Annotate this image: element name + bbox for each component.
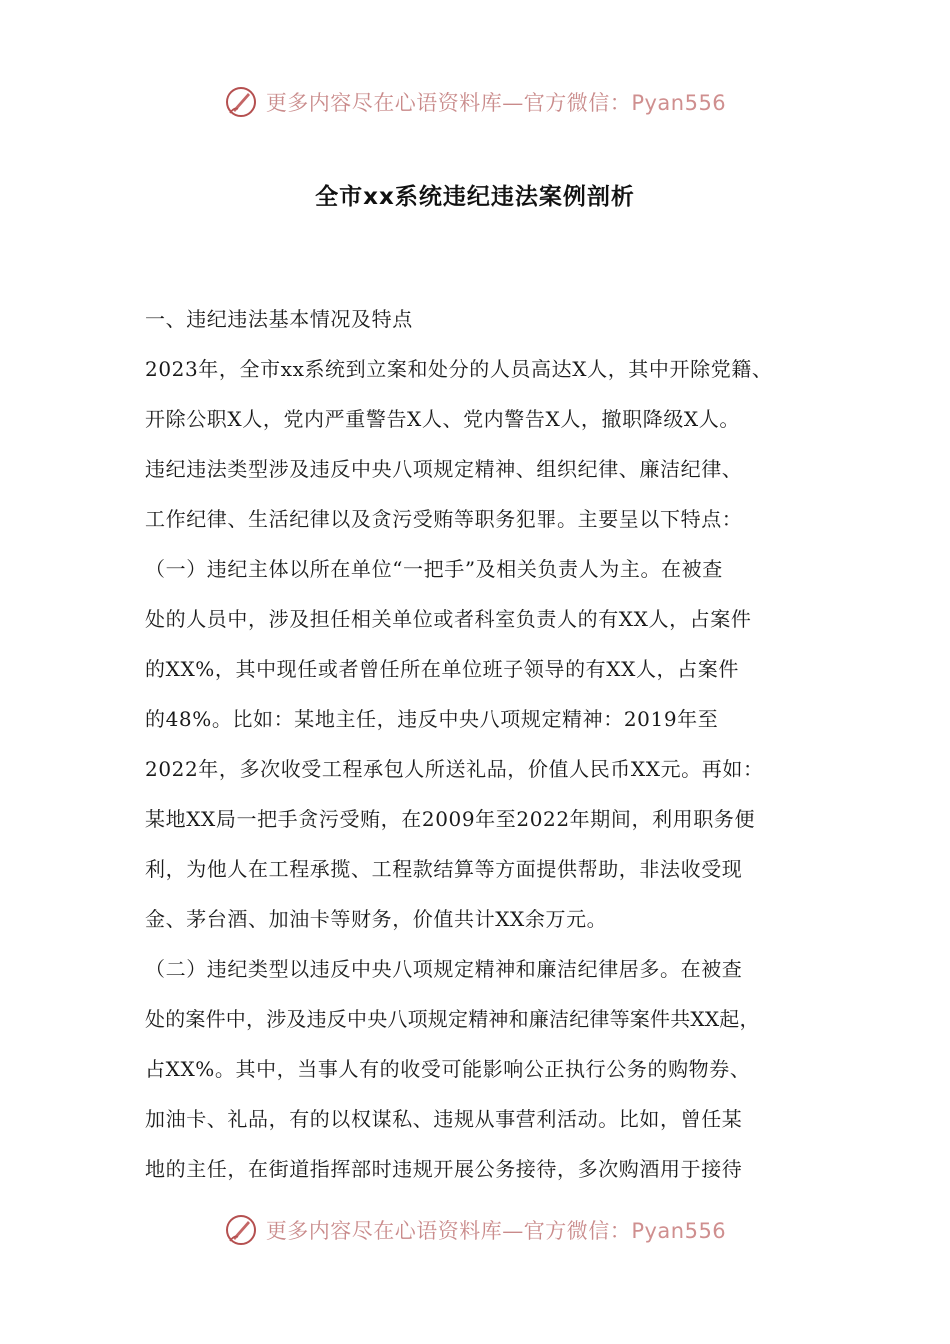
wechat-id: Pyan556 [631,1219,727,1243]
paragraph-line: 处的人员中，涉及担任相关单位或者科室负责人的有XX人，占案件 [145,607,752,631]
wechat-id: Pyan556 [631,91,727,115]
paragraph-line: 的48%。比如：某地主任，违反中央八项规定精神：2019年至 [145,707,719,731]
paragraph-line: 处的案件中，涉及违反中央八项规定精神和廉洁纪律等案件共XX起， [145,1007,760,1031]
document-body [145,298,825,1198]
paragraph-line: 2022年，多次收受工程承包人所送礼品，价值人民币XX元。再如： [145,757,764,781]
paragraph-line: 利，为他人在工程承揽、工程款结算等方面提供帮助，非法收受现 [145,857,743,881]
paragraph-line: 占XX%。其中，当事人有的收受可能影响公正执行公务的购物券、 [145,1057,751,1081]
paragraph-line: 地的主任，在街道指挥部时违规开展公务接待，多次购酒用于接待 [145,1157,743,1181]
paragraph-line: 2023年，全市xx系统到立案和处分的人员高达X人，其中开除党籍、 [145,357,773,381]
watermark-text: 更多内容尽在心语资料库—官方微信：Pyan556 [265,91,727,115]
watermark-text: 更多内容尽在心语资料库—官方微信：Pyan556 [265,1219,727,1243]
subheading-line: （二）违纪类型以违反中央八项规定精神和廉洁纪律居多。在被查 [145,957,743,981]
quill-logo-icon [224,1213,258,1247]
paragraph-line: 金、茅台酒、加油卡等财务，价值共计XX余万元。 [145,907,608,931]
subheading-line: （一）违纪主体以所在单位“一把手”及相关负责人为主。在被查 [145,557,723,581]
paragraph-line: 某地XX局一把手贪污受贿，在2009年至2022年期间，利用职务便 [145,807,756,831]
quill-logo-icon [224,85,258,119]
watermark-header [0,82,950,122]
paragraph-line: 工作纪律、生活纪律以及贪污受贿等职务犯罪。主要呈以下特点： [145,507,743,531]
paragraph-line: 的XX%，其中现任或者曾任所在单位班子领导的有XX人，占案件 [145,657,739,681]
paragraph-line: 开除公职X人，党内严重警告X人、党内警告X人，撤职降级X人。 [145,407,740,431]
section-heading: 一、违纪违法基本情况及特点 [145,307,413,331]
paragraph-line: 违纪违法类型涉及违反中央八项规定精神、组织纪律、廉洁纪律、 [145,457,743,481]
watermark-footer [0,1210,950,1250]
paragraph-line: 加油卡、礼品，有的以权谋私、违规从事营利活动。比如，曾任某 [145,1107,743,1131]
document-title: 全市xx系统违纪违法案例剖析 [315,184,635,210]
